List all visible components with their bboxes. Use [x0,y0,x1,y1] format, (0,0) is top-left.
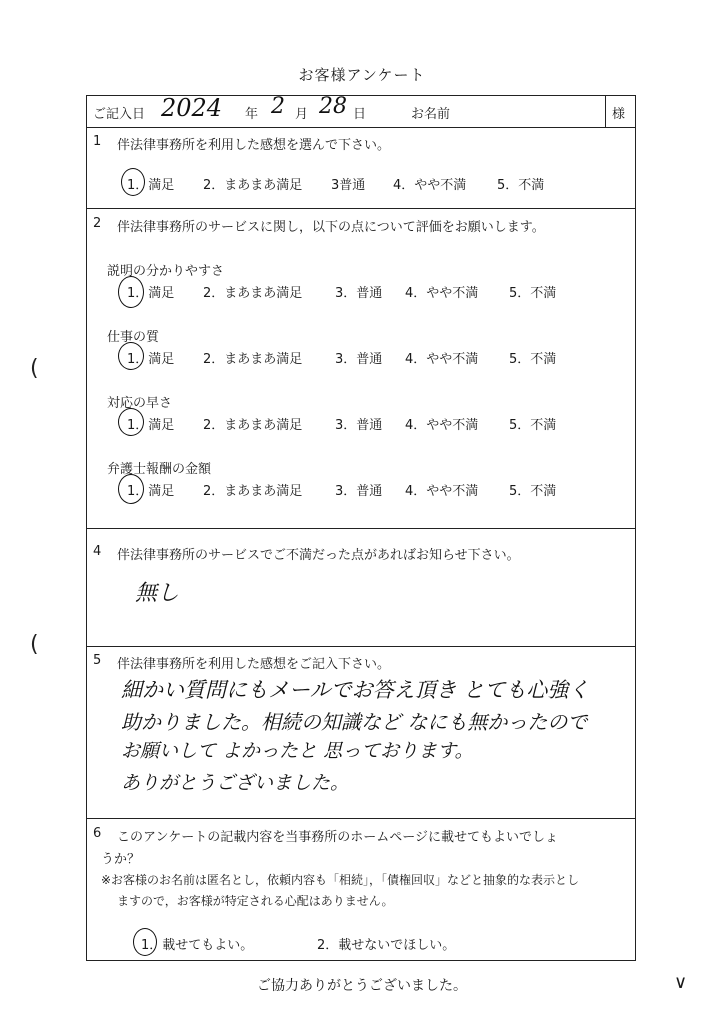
q2-item-label: 弁護士報酬の金額 [107,462,212,477]
thank-you-footer: ご協力ありがとうございました。 [257,978,467,994]
q2-item-label: 対応の早さ [107,396,173,411]
form-title: お客様アンケート [298,66,426,84]
margin-paren-mark: ( [30,356,39,381]
q6-number: 6 [93,826,102,841]
q6-option-1[interactable]: 1．載せてもよい。 [141,938,254,953]
q5-answer-line: お願いして よかったと 思っております。 [121,740,474,762]
q2-item3-option-3[interactable]: 3．普通 [335,418,383,433]
q1-option-4[interactable]: 4．やや不満 [393,178,467,193]
q2-item-label: 説明の分かりやすさ [107,264,225,279]
q2-item3-option-1[interactable]: 1．満足 [127,418,175,433]
survey-form [86,95,636,961]
q6-option-2[interactable]: 2．載せないでほしい。 [317,938,456,953]
month-label: 月 [295,107,309,122]
q1-option-1[interactable]: 1．満足 [127,178,175,193]
q2-item1-option-3[interactable]: 3．普通 [335,286,383,301]
name-label: お名前 [411,107,451,122]
q5-text: 伴法律事務所を利用した感想をご記入下さい。 [117,657,391,672]
q2-number: 2 [93,216,102,231]
q2-item3-selection-circle [118,408,144,436]
month-value: 2 [271,94,285,119]
q2-item2-selection-circle [118,342,144,370]
q2-item2-option-2[interactable]: 2．まあまあ満足 [203,352,303,367]
q4-answer: 無し [135,581,180,606]
q2-item3-option-4[interactable]: 4．やや不満 [405,418,479,433]
q6-text-line1: このアンケートの記載内容を当事務所のホームページに載せてもよいでしょ [117,830,558,845]
q4-text: 伴法律事務所のサービスでご不満だった点があればお知らせ下さい。 [117,548,520,563]
q2-item-options [87,414,637,432]
q1-options [87,174,637,192]
q1-number: 1 [93,134,102,149]
q2-item3-option-5[interactable]: 5．不満 [509,418,557,433]
divider [87,646,635,647]
q1-option-5[interactable]: 5．不満 [497,178,545,193]
q2-item3-option-2[interactable]: 2．まあまあ満足 [203,418,303,433]
q2-item-label: 仕事の質 [107,330,160,345]
divider [87,818,635,819]
q2-item4-option-2[interactable]: 2．まあまあ満足 [203,484,303,499]
q6-note-line2: ますので，お客様が特定される心配はありません。 [117,894,394,908]
q2-item-options [87,282,637,300]
q4-number: 4 [93,544,102,559]
margin-paren-mark-2: ( [30,632,39,657]
q6-text-line2: うか？ [101,852,141,867]
q2-item4-option-5[interactable]: 5．不満 [509,484,557,499]
q2-item1-option-2[interactable]: 2．まあまあ満足 [203,286,303,301]
q1-selection-circle [121,168,145,196]
q1-text: 伴法律事務所を利用した感想を選んで下さい。 [117,138,391,153]
q2-item1-selection-circle [118,276,144,308]
q2-item2-option-3[interactable]: 3．普通 [335,352,383,367]
q2-item-options [87,480,637,498]
q5-number: 5 [93,653,102,668]
q2-item4-option-1[interactable]: 1．満足 [127,484,175,499]
q2-item1-option-5[interactable]: 5．不満 [509,286,557,301]
q2-item4-option-4[interactable]: 4．やや不満 [405,484,479,499]
q6-options [87,934,637,952]
q5-answer-line: 細かい質問にもメールでお答え頂き とても心強く [121,678,590,702]
q2-text: 伴法律事務所のサービスに関し，以下の点について評価をお願いします。 [117,220,545,235]
q2-item2-option-5[interactable]: 5．不満 [509,352,557,367]
q2-item4-selection-circle [118,474,144,504]
honorific-divider [605,96,606,128]
q2-item2-option-1[interactable]: 1．満足 [127,352,175,367]
q1-option-3[interactable]: 3普通 [331,178,366,193]
q2-item2-option-4[interactable]: 4．やや不満 [405,352,479,367]
divider [87,528,635,529]
q6-note-line1: ※お客様のお名前は匿名とし，依頼内容も「相続」，「債権回収」などと抽象的な表示とし [101,873,580,887]
q2-item1-option-4[interactable]: 4．やや不満 [405,286,479,301]
q2-item1-option-1[interactable]: 1．満足 [127,286,175,301]
divider [87,127,635,128]
day-label: 日 [353,107,367,122]
q2-item4-option-3[interactable]: 3．普通 [335,484,383,499]
date-label: ご記入日 [93,107,146,122]
honorific: 様 [612,107,626,122]
year-label: 年 [245,107,259,122]
q6-selection-circle [133,928,157,956]
q1-option-2[interactable]: 2．まあまあ満足 [203,178,303,193]
day-value: 28 [319,94,347,119]
divider [87,208,635,209]
q5-answer-line: 助かりました。相続の知識など なにも無かったので [121,710,588,734]
q2-item-options [87,348,637,366]
q5-answer-line: ありがとうございました。 [121,772,350,794]
margin-check-mark: ∨ [674,972,688,993]
year-value: 2024 [161,94,223,122]
